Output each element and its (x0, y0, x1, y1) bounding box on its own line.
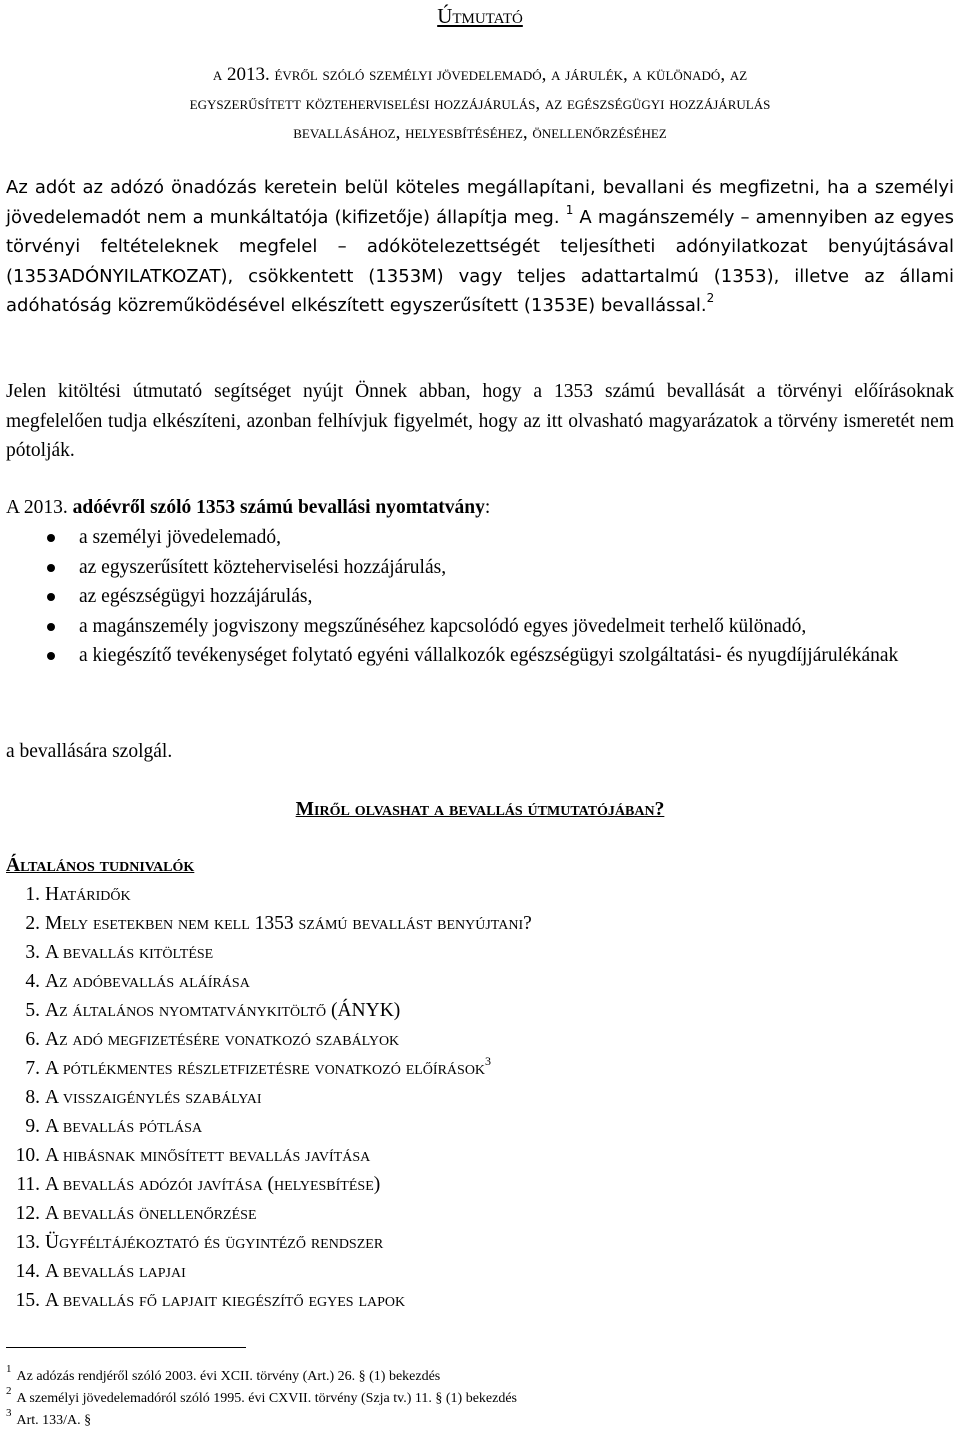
bullet-icon (47, 623, 55, 631)
bullet-icon (47, 593, 55, 601)
toc-item: 12. A bevallás önellenőrzése (15, 1203, 257, 1224)
form-items-list (6, 523, 954, 671)
list-item: a magánszemély jogviszony megszűnéséhez kapcsolódó egyes jövedelmeit terhelő különadó, (6, 612, 954, 642)
heading-line: bevallásához, helyesbítéséhez, önellenőrzéséhez (293, 122, 667, 143)
form-heading-prefix: A 2013. (6, 497, 73, 518)
footnote: $^1$ Az adózás rendjéről szóló 2003. évi XCII. törvény (Art.) 26. § (1) bekezdés (6, 1363, 441, 1384)
document-heading (0, 60, 960, 147)
toc-item: 11. A bevallás adózói javítása (helyesbítése) (16, 1174, 381, 1195)
document-title: Útmutató (437, 4, 523, 28)
contents-heading: Miről olvashat a bevallás útmutatójában? (295, 799, 665, 820)
intro-paragraph (6, 173, 954, 321)
toc-item: 3. A bevallás kitöltése (25, 942, 214, 963)
list-item: az egyszerűsített közteherviselési hozzájárulás, (6, 553, 954, 583)
footnote-ref-1: 1 (565, 202, 574, 217)
form-heading-suffix: : (484, 497, 491, 518)
footnote: $^3$ Art. 133/A. § (6, 1407, 92, 1428)
form-heading (6, 493, 954, 523)
toc-item: 5. Az általános nyomtatványkitöltő (ÁNYK) (25, 1000, 401, 1021)
toc-item: 2. Mely esetekben nem kell 1353 számú bevallást benyújtani? (25, 913, 532, 934)
toc-item: 14. A bevallás lapjai (15, 1261, 186, 1282)
toc-item: 10. A hibásnak minősített bevallás javítása (15, 1145, 371, 1166)
heading-line: a 2013. évről szóló személyi jövedelemadó, a járulék, a különadó, az (212, 64, 748, 85)
toc-item: 8. A visszaigénylés szabályai (25, 1087, 262, 1108)
footnotes (6, 1363, 954, 1432)
footnote: $^2$ A személyi jövedelemadóról szóló 1995. évi CXVII. törvény (Szja tv.) 11. § (1) bekezdés (6, 1385, 517, 1406)
toc-item: 4. Az adóbevallás aláírása (25, 971, 250, 992)
bullet-icon (47, 534, 55, 542)
list-item: a személyi jövedelemadó, (6, 523, 954, 553)
footnote-ref-2: 2 (706, 291, 715, 305)
bullet-icon (47, 564, 55, 572)
list-item: az egészségügyi hozzájárulás, (6, 582, 954, 612)
toc-item: 1. Határidők (25, 884, 131, 905)
intro-text-1: Az adót az adózó önadózás keretein belül köteles megállapítani, bevallani és megfizetni, ha a személyi jövedelemadót nem a munkáltatója (kifizetője) állapítja meg. (6, 177, 954, 228)
toc-item: 7. A pótlékmentes részletfizetésre vonatkozó előírások$^3$ (25, 1053, 492, 1079)
heading-line: egyszerűsített közteherviselési hozzájárulás, az egészségügyi hozzájárulás (189, 93, 771, 114)
footnote-ref-3: 3 (485, 1053, 492, 1068)
general-heading: Általános tudnivalók (6, 855, 195, 876)
toc-item: 9. A bevallás pótlása (25, 1116, 203, 1137)
bullet-icon (47, 652, 55, 660)
intro-text-2: A magánszemély – amennyiben az egyes törvényi feltételeknek megfelel – adókötelezettségét teljesítheti adónyilatkozat benyújtásával (1353ADÓNYILATKOZAT), csökkentett (1353M) vagy teljes adattartalmú (1353), illetve az állami adóhatóság közreműködésével elkészített egyszerűsített (1353E) bevallással. (6, 206, 954, 316)
toc-item: 13. Ügyféltájékoztató és ügyintéző rendszer (15, 1232, 384, 1253)
contents-list (6, 880, 954, 1315)
form-closing: a bevallására szolgál. (6, 741, 173, 762)
list-item: a kiegészítő tevékenységet folytató egyéni vállalkozók egészségügyi szolgáltatási- és nyugdíjjárulékának (6, 641, 954, 671)
footnote-divider (6, 1347, 246, 1348)
toc-item: 15. A bevallás fő lapjait kiegészítő egyes lapok (15, 1290, 406, 1311)
toc-item: 6. Az adó megfizetésére vonatkozó szabályok (25, 1029, 400, 1050)
guide-paragraph: Jelen kitöltési útmutató segítséget nyújt Önnek abban, hogy a 1353 számú bevallását a törvényi előírásoknak megfelelően tudja elkészíteni, azonban felhívjuk figyelmét, hogy az itt olvasható magyarázatok a törvény ismeretét nem pótolják. (6, 381, 954, 461)
form-heading-bold: adóévről szóló 1353 számú bevallási nyomtatvány (72, 497, 485, 518)
